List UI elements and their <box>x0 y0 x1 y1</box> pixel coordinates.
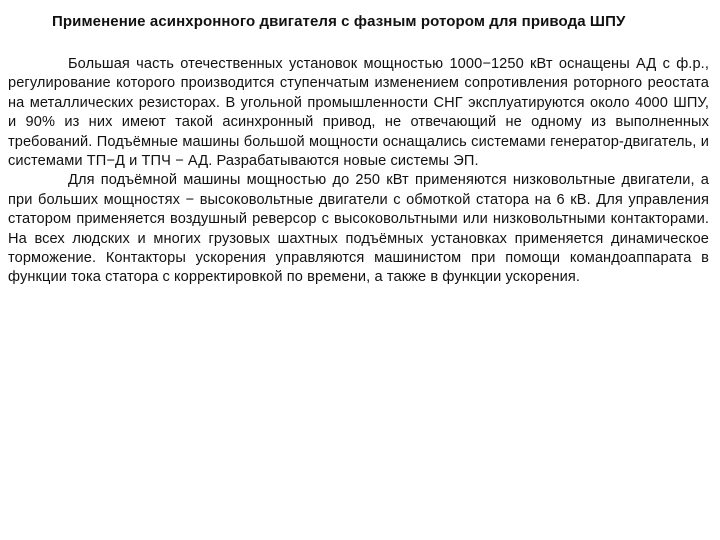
paragraph-2: Для подъёмной машины мощностью до 250 кВт применяются низковольтные двигатели, а при больших мощностях − высоковольтные двигатели с обмоткой статора на 6 кВ. Для управления статором применяется воздушный реверсор с высоковольтными или низковольтными контакторами. На всех людских и многих грузовых шахтных подъёмных установках применяется динамическое торможение. Контакторы ускорения управляются машинистом при помощи командоаппарата в функции тока статора с корректировкой по времени, а также в функции ускорения. <box>8 172 709 286</box>
paragraph-1: Большая часть отечественных установок мощностью 1000−1250 кВт оснащены АД с ф.р., регулирование которого производится ступенчатым изменением сопротивления роторного реостата на металлических резисторах. В угольной промышленности СНГ эксплуатируются около 4000 ШПУ, и 90% из них имеют такой асинхронный привод, не отвечающий не одному из выполненных требований. Подъёмные машины большой мощности оснащались системами генератор-двигатель, и системами ТП−Д и ТПЧ − АД. Разрабатываются новые системы ЭП. <box>8 56 709 170</box>
document-body <box>8 55 709 288</box>
document-title: Применение асинхронного двигателя с фазным ротором для привода ШПУ <box>52 13 626 30</box>
